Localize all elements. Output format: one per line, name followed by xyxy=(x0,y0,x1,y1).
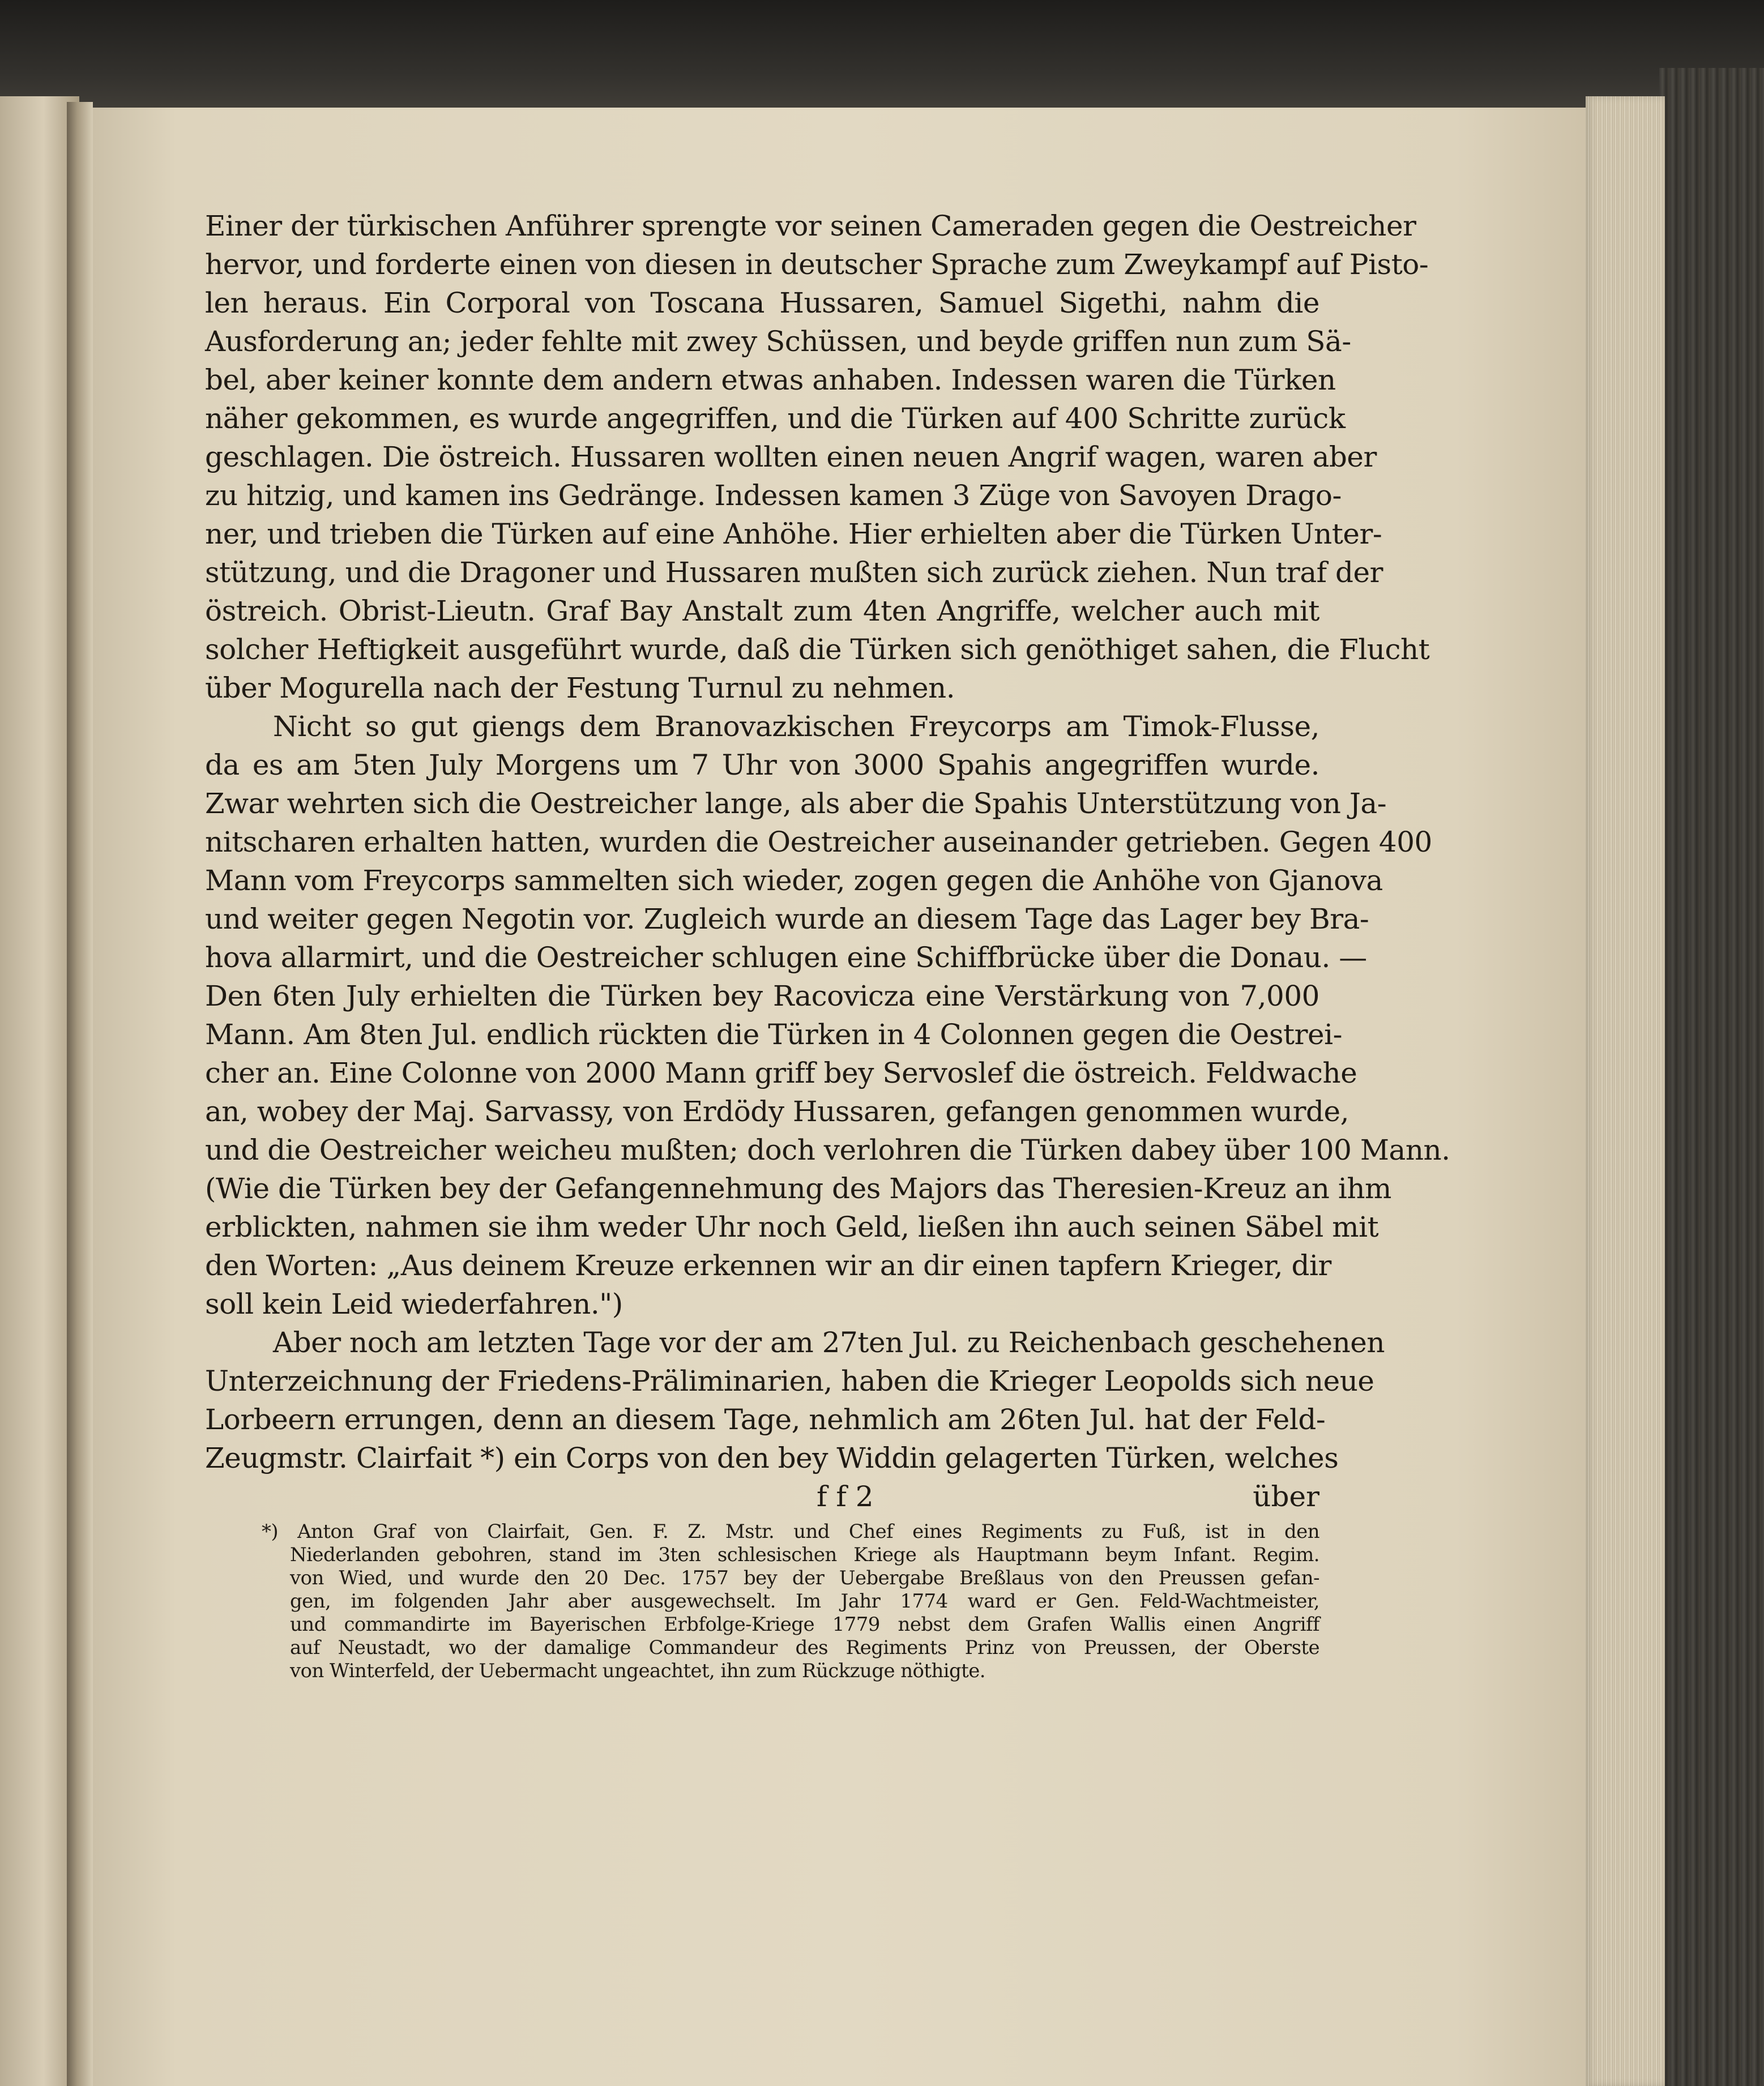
text-line: Zwar wehrten sich die Oestreicher lange, als aber die Spahis Unterstützung von Ja- xyxy=(205,787,1387,820)
text-line: näher gekommen, es wurde angegriffen, und die Türken auf 400 Schritte zurück xyxy=(205,402,1346,435)
text-line: östreich. Obrist-Lieutn. Graf Bay Anstalt zum 4ten Angriffe, welcher auch mit xyxy=(205,595,1319,627)
paragraph-start-line: Aber noch am letzten Tage vor der am 27ten Jul. zu Reichenbach geschehenen xyxy=(273,1326,1385,1359)
footnote-line: *) Anton Graf von Clairfait, Gen. F. Z. Mstr. und Chef eines Regiments zu Fuß, ist in den xyxy=(262,1520,1319,1543)
footnote-line: auf Neustadt, wo der damalige Commandeur des Regiments Prinz von Preussen, der Oberste xyxy=(290,1636,1319,1659)
signature-line xyxy=(205,1477,1319,1516)
text-line: (Wie die Türken bey der Gefangennehmung des Majors das Theresien-Kreuz an ihm xyxy=(205,1172,1391,1205)
text-line: solcher Heftigkeit ausgeführt wurde, daß die Türken sich genöthiget sahen, die Flucht xyxy=(205,633,1430,666)
text-line: den Worten: „Aus deinem Kreuze erkennen wir an dir einen tapfern Krieger, dir xyxy=(205,1249,1331,1282)
book-cover-right xyxy=(1659,68,1764,2086)
footnote-line: von Wied, und wurde den 20 Dec. 1757 bey der Uebergabe Breßlaus von den Preussen gefan- xyxy=(290,1567,1319,1589)
text-line: Lorbeern errungen, denn an diesem Tage, nehmlich am 26ten Jul. hat der Feld- xyxy=(205,1403,1326,1436)
text-line: Einer der türkischen Anführer sprengte vor seinen Cameraden gegen die Oestreicher xyxy=(205,210,1416,242)
text-line: ner, und trieben die Türken auf eine Anhöhe. Hier erhielten aber die Türken Unter- xyxy=(205,518,1382,550)
catchword: über xyxy=(1253,1480,1319,1513)
paragraph-start-line: Nicht so gut giengs dem Branovazkischen Freycorps am Timok-Flusse, xyxy=(273,710,1319,743)
text-line: über Mogurella nach der Festung Turnul zu nehmen. xyxy=(205,672,955,704)
page-text xyxy=(205,207,1450,1683)
text-line: Mann vom Freycorps sammelten sich wieder, zogen gegen die Anhöhe von Gjanova xyxy=(205,864,1383,897)
text-line: Den 6ten July erhielten die Türken bey Racovicza eine Verstärkung von 7,000 xyxy=(205,980,1319,1012)
text-line: cher an. Eine Colonne von 2000 Mann griff bey Servoslef die östreich. Feldwache xyxy=(205,1057,1357,1089)
text-line: bel, aber keiner konnte dem andern etwas anhaben. Indessen waren die Türken xyxy=(205,364,1336,396)
text-line: an, wobey der Maj. Sarvassy, von Erdödy Hussaren, gefangen genommen wurde, xyxy=(205,1095,1349,1128)
footnote-line: und commandirte im Bayerischen Erbfolge-Kriege 1779 nebst dem Grafen Wallis einen Angriff xyxy=(290,1613,1319,1636)
book-gutter xyxy=(67,102,93,2086)
footnote-line: gen, im folgenden Jahr aber ausgewechselt. Im Jahr 1774 ward er Gen. Feld-Wachtmeister, xyxy=(290,1590,1319,1613)
text-line: erblickten, nahmen sie ihm weder Uhr noch Geld, ließen ihn auch seinen Säbel mit xyxy=(205,1211,1379,1243)
book-cover-top xyxy=(0,0,1764,108)
text-line: hervor, und forderte einen von diesen in deutscher Sprache zum Zweykampf auf Pisto- xyxy=(205,248,1429,281)
footnote xyxy=(205,1520,1319,1683)
text-line: soll kein Leid wiederfahren.") xyxy=(205,1288,623,1320)
text-line: hova allarmirt, und die Oestreicher schlugen eine Schiffbrücke über die Donau. — xyxy=(205,941,1367,974)
text-line: Zeugmstr. Clairfait *) ein Corps von den bey Widdin gelagerten Türken, welches xyxy=(205,1442,1339,1474)
page-edges xyxy=(1586,96,1665,2086)
text-line: len heraus. Ein Corporal von Toscana Hussaren, Samuel Sigethi, nahm die xyxy=(205,287,1319,319)
text-line: Ausforderung an; jeder fehlte mit zwey Schüssen, und beyde griffen nun zum Sä- xyxy=(205,325,1351,358)
text-line: geschlagen. Die östreich. Hussaren wollten einen neuen Angrif wagen, waren aber xyxy=(205,441,1377,473)
text-line: und die Oestreicher weicheu mußten; doch verlohren die Türken dabey über 100 Mann. xyxy=(205,1134,1450,1166)
text-line: Unterzeichnung der Friedens-Präliminarien, haben die Krieger Leopolds sich neue xyxy=(205,1365,1374,1397)
text-line: zu hitzig, und kamen ins Gedränge. Indessen kamen 3 Züge von Savoyen Drago- xyxy=(205,479,1342,512)
text-line: da es am 5ten July Morgens um 7 Uhr von 3000 Spahis angegriffen wurde. xyxy=(205,749,1319,781)
footnote-line: Niederlanden gebohren, stand im 3ten schlesischen Kriege als Hauptmann beym Infant. Regim. xyxy=(290,1544,1319,1566)
text-line: Mann. Am 8ten Jul. endlich rückten die Türken in 4 Colonnen gegen die Oestrei- xyxy=(205,1018,1343,1051)
text-line: stützung, und die Dragoner und Hussaren mußten sich zurück ziehen. Nun traf der xyxy=(205,556,1383,589)
text-line: nitscharen erhalten hatten, wurden die Oestreicher auseinander getrieben. Gegen 400 xyxy=(205,826,1432,858)
signature-mark: f f 2 xyxy=(817,1480,874,1513)
text-line: und weiter gegen Negotin vor. Zugleich wurde an diesem Tage das Lager bey Bra- xyxy=(205,903,1369,935)
footnote-line: von Winterfeld, der Uebermacht ungeachtet, ihn zum Rückzuge nöthigte. xyxy=(290,1660,985,1682)
